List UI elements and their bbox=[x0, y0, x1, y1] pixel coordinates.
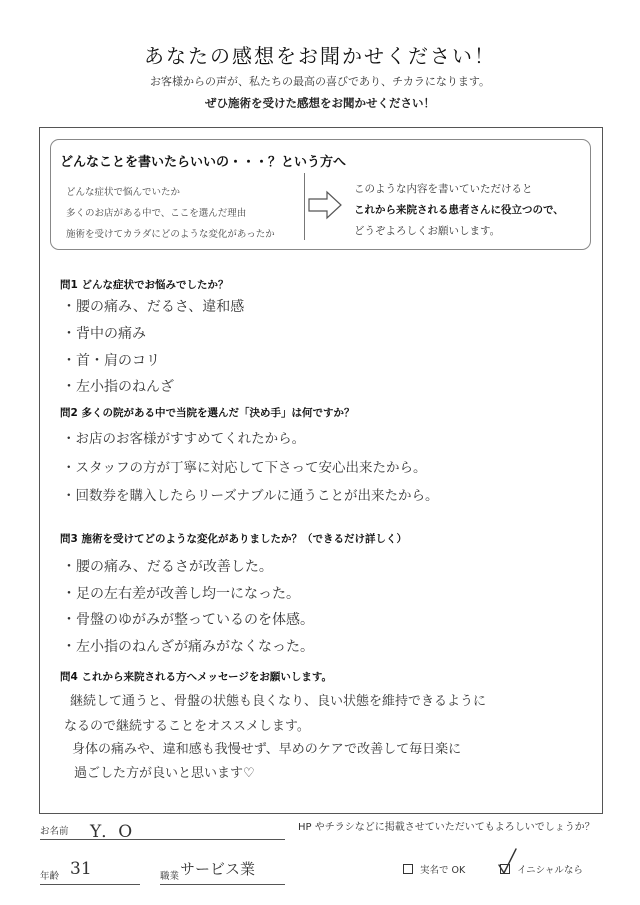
realname-ok-checkbox[interactable] bbox=[403, 864, 413, 874]
page-title: あなたの感想をお聞かせください！ bbox=[144, 44, 496, 68]
question-3-answer: ・腰の痛み、だるさが改善した。 bbox=[62, 559, 273, 575]
age-label: 年齢 bbox=[40, 871, 60, 882]
name-underline bbox=[40, 839, 285, 840]
question-1-answer: ・腰の痛み、だるさ、違和感 bbox=[62, 299, 245, 315]
guide-request-line: このような内容を書いていただけると bbox=[354, 183, 533, 195]
guide-request bbox=[354, 179, 564, 242]
guide-example-line: どんな症状で悩んでいたか bbox=[66, 187, 181, 198]
initial-only-label: イニシャルなら bbox=[517, 865, 583, 876]
name-value: Y．O bbox=[90, 822, 133, 842]
question-2-answer: ・回数券を購入したらリーズナブルに通うことが出来たから。 bbox=[62, 488, 439, 504]
message-line: 過ごした方が良いと思います♡ bbox=[74, 766, 255, 781]
question-4-label: 問4 これから来院される方へメッセージをお願いします。 bbox=[60, 671, 332, 683]
page-subtitle-bold: ぜひ施術を受けた感想をお聞かせください！ bbox=[205, 96, 435, 110]
realname-ok-label: 実名で OK bbox=[420, 865, 466, 876]
job-value: サービス業 bbox=[180, 860, 256, 878]
question-3-answer: ・骨盤のゆがみが整っているのを体感。 bbox=[62, 612, 314, 628]
question-1-answer: ・背中の痛み bbox=[62, 326, 146, 342]
question-2-answer: ・お店のお客様がすすめてくれたから。 bbox=[62, 431, 306, 447]
age-underline bbox=[40, 884, 140, 885]
question-3-answer: ・左小指のねんざが痛みがなくなった。 bbox=[62, 639, 314, 655]
guide-examples bbox=[66, 182, 275, 245]
question-2-answer: ・スタッフの方が丁寧に対応して下さって安心出来たから。 bbox=[62, 460, 427, 476]
page-subtitle: お客様からの声が、私たちの最高の喜びであり、チカラになります。 bbox=[150, 75, 490, 88]
guide-request-line: どうぞよろしくお願いします。 bbox=[354, 225, 501, 237]
name-label: お名前 bbox=[40, 826, 69, 837]
question-1-answer: ・首・肩のコリ bbox=[62, 353, 160, 369]
message-line: 継続して通うと、骨盤の状態も良くなり、良い状態を維持できるように bbox=[70, 694, 487, 709]
age-value: 31 bbox=[70, 859, 92, 879]
guide-heading: どんなことを書いたらいいの・・・？という方へ bbox=[60, 155, 347, 170]
job-label: 職業 bbox=[160, 871, 180, 882]
permission-question: HP やチラシなどに掲載させていただいてもよろしいでしょうか？ bbox=[298, 822, 595, 833]
guide-divider bbox=[304, 173, 305, 240]
question-1-answer: ・左小指のねんざ bbox=[62, 379, 174, 395]
job-underline bbox=[160, 884, 285, 885]
question-1-label: 問1 どんな症状でお悩みでしたか？ bbox=[60, 279, 229, 291]
guide-request-line-bold: これから来院される患者さんに役立つので、 bbox=[354, 204, 564, 216]
arrow-right-icon bbox=[307, 190, 343, 220]
question-3-label: 問3 施術を受けてどのような変化がありましたか？（できるだけ詳しく） bbox=[60, 533, 407, 545]
question-2-label: 問2 多くの院がある中で当院を選んだ「決め手」は何ですか？ bbox=[60, 407, 355, 419]
message-line: なるので継続することをオススメします。 bbox=[64, 719, 310, 734]
question-3-answer: ・足の左右差が改善し均一になった。 bbox=[62, 586, 300, 602]
guide-example-line: 多くのお店がある中で、ここを選んだ理由 bbox=[66, 208, 247, 219]
guide-example-line: 施術を受けてカラダにどのような変化があったか bbox=[66, 229, 275, 240]
message-line: 身体の痛みや、違和感も我慢せず、早めのケアで改善して毎日楽に bbox=[72, 742, 462, 757]
checkmark-icon bbox=[496, 847, 518, 877]
